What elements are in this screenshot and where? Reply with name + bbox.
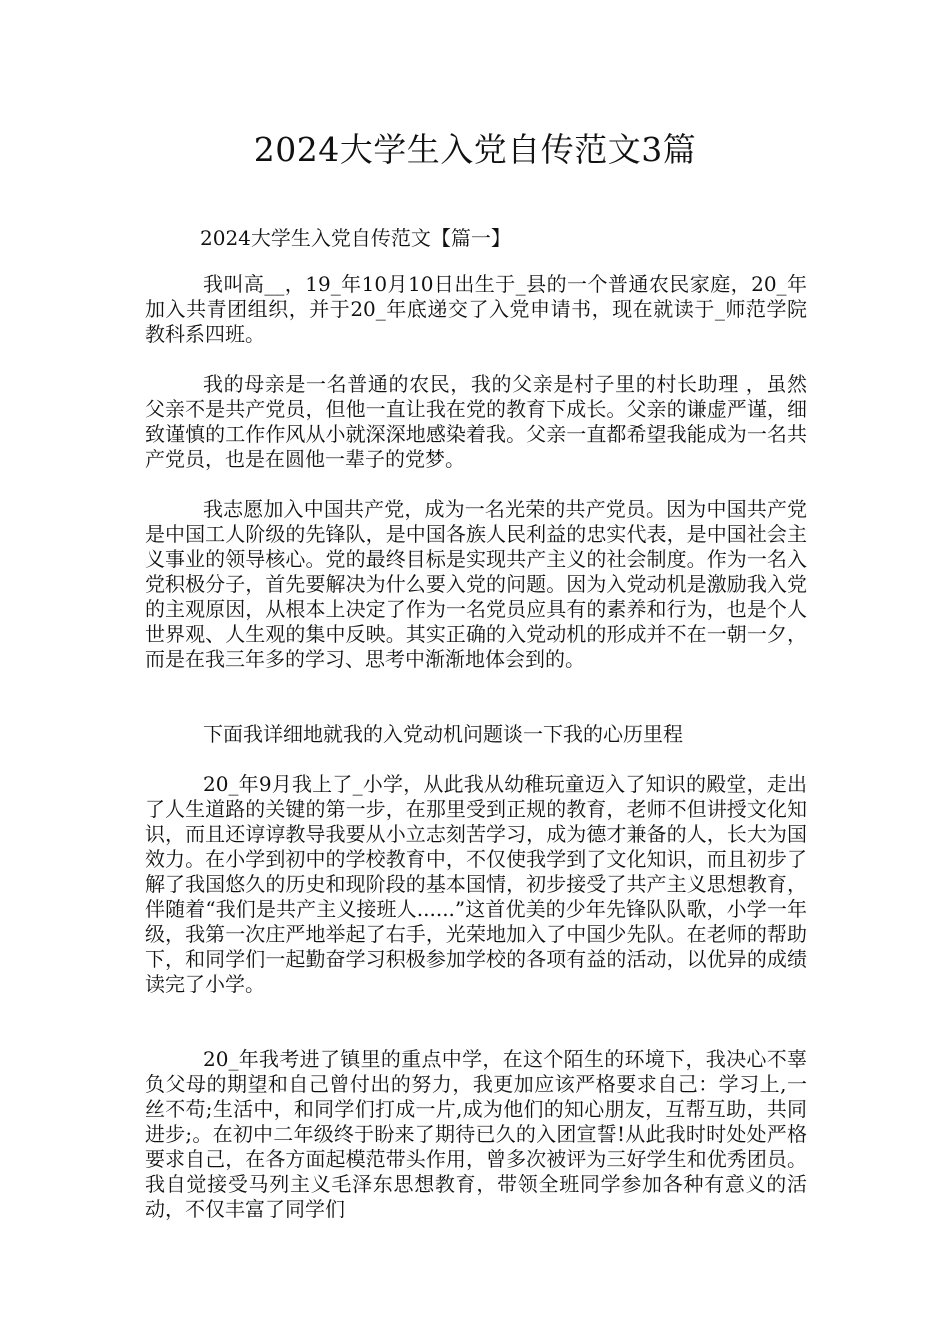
paragraph-6: 20_年我考进了镇里的重点中学，在这个陌生的环境下，我决心不辜负父母的期望和自己曾付出的努力，我更加应该严格要求自己：学习上,一丝不苟;生活中，和同学们打成一片,成为他们的知心朋友，互帮互助，共同进步;。在初中二年级终于盼来了期待已久的入团宣誓!从此我时时处处严格要求自己，在各方面起模范带头作用，曾多次被评为三好学生和优秀团员。我自觉接受马列主义毛泽东思想教育，带领全班同学参加各种有意义的活动，不仅丰富了同学们 bbox=[145, 1047, 807, 1221]
section-heading: 2024大学生入党自传范文【篇一】 bbox=[200, 226, 511, 250]
paragraph-4: 下面我详细地就我的入党动机问题谈一下我的心历里程 bbox=[203, 722, 683, 746]
paragraph-2: 我的母亲是一名普通的农民，我的父亲是村子里的村长助理 ，虽然父亲不是共产党员，但他一直让我在党的教育下成长。父亲的谦虚严谨，细致谨慎的工作作风从小就深深地感染着我。父亲一直都希望我能成为一名共产党员，也是在圆他一辈子的党梦。 bbox=[145, 372, 807, 471]
document-title: 2024大学生入党自传范文3篇 bbox=[253, 130, 697, 169]
paragraph-5: 20_年9月我上了_小学，从此我从幼稚玩童迈入了知识的殿堂，走出了人生道路的关键的第一步，在那里受到正规的教育，老师不但讲授文化知识，而且还谆谆教导我要从小立志刻苦学习，成为德才兼备的人，长大为国效力。在小学到初中的学校教育中，不仅使我学到了文化知识，而且初步了解了我国悠久的历史和现阶段的基本国情，初步接受了共产主义思想教育，伴随着“我们是共产主义接班人......”这首优美的少年先锋队队歌，小学一年级，我第一次庄严地举起了右手，光荣地加入了中国少先队。在老师的帮助下，和同学们一起勤奋学习积极参加学校的各项有益的活动，以优异的成绩读完了小学。 bbox=[145, 772, 807, 996]
paragraph-3: 我志愿加入中国共产党，成为一名光荣的共产党员。因为中国共产党是中国工人阶级的先锋队，是中国各族人民利益的忠实代表，是中国社会主义事业的领导核心。党的最终目标是实现共产主义的社会制度。作为一名入党积极分子，首先要解决为什么要入党的问题。因为入党动机是激励我入党的主观原因，从根本上决定了作为一名党员应具有的素养和行为，也是个人世界观、人生观的集中反映。其实正确的入党动机的形成并不在一朝一夕，而是在我三年多的学习、思考中渐渐地体会到的。 bbox=[145, 497, 807, 671]
paragraph-1: 我叫高__，19_年10月10日出生于_县的一个普通农民家庭，20_年加入共青团组织，并于20_年底递交了入党申请书，现在就读于_师范学院教科系四班。 bbox=[145, 272, 807, 346]
